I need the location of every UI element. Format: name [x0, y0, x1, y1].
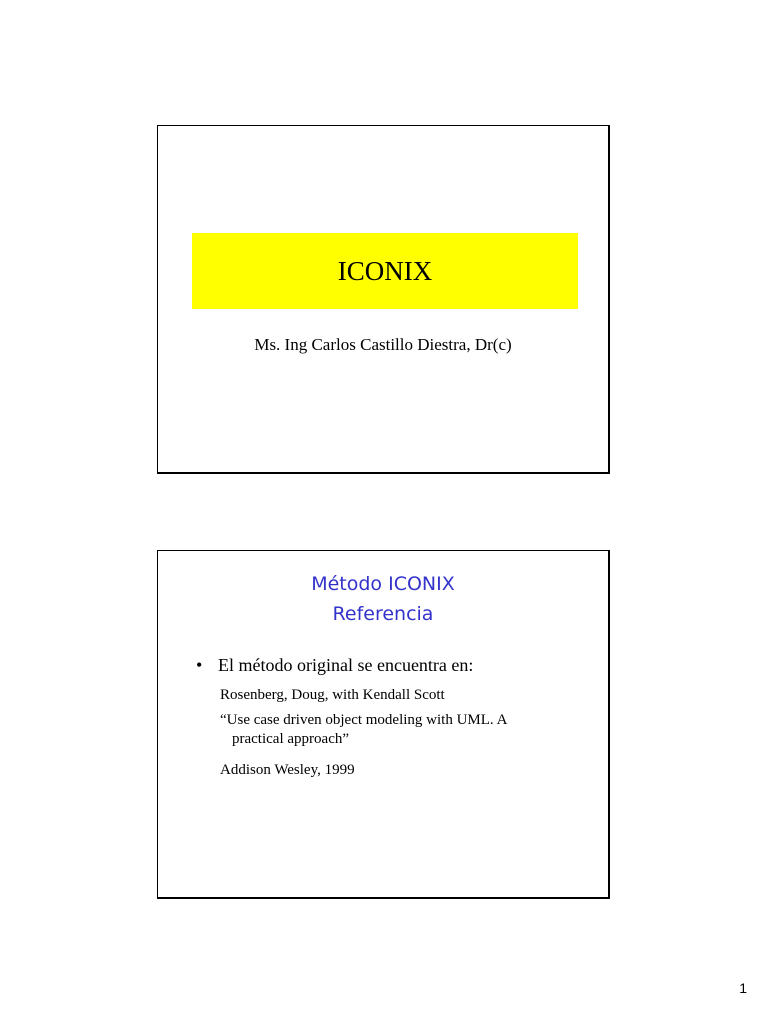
- slide-2-title: [158, 569, 608, 629]
- reference-publisher: Addison Wesley, 1999: [220, 762, 355, 778]
- author-name: Ms. Ing Carlos Castillo Diestra, Dr(c): [254, 335, 512, 354]
- bullet-text: El método original se encuentra en:: [218, 655, 474, 675]
- slide-2: [157, 550, 610, 899]
- bullet-marker: •: [196, 655, 203, 675]
- page-number: 1: [739, 980, 747, 996]
- slide-1-title: ICONIX: [337, 255, 433, 286]
- slide-2-title-line-2: Referencia: [332, 603, 434, 625]
- reference-book-title-line-2: practical approach”: [232, 731, 350, 747]
- slide-1: [157, 125, 610, 474]
- reference-authors: Rosenberg, Doug, with Kendall Scott: [220, 687, 445, 703]
- reference-book-title: [220, 711, 580, 749]
- title-band: [192, 233, 578, 309]
- bullet-item: [196, 655, 473, 676]
- reference-book-title-line-1: “Use case driven object modeling with UML. A: [220, 712, 508, 728]
- slide-2-title-line-1: Método ICONIX: [311, 573, 455, 595]
